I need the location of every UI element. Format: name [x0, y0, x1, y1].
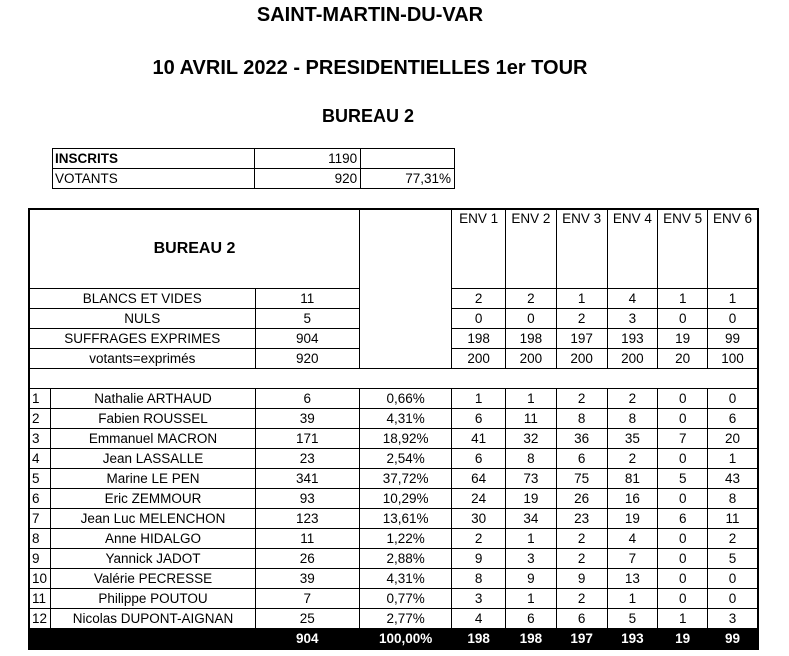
- total-env-6: 99: [708, 629, 758, 650]
- candidate-pct: 1,22%: [359, 529, 451, 549]
- candidate-env-1: 3: [452, 589, 506, 609]
- candidate-env-4: 81: [607, 469, 658, 489]
- candidate-env-5: 0: [658, 489, 708, 509]
- env-header-6: ENV 6: [708, 209, 758, 289]
- candidate-row: [29, 489, 758, 509]
- candidate-env-2: 1: [505, 589, 556, 609]
- candidate-num: 10: [29, 569, 51, 589]
- total-row: [29, 629, 758, 650]
- candidate-env-3: 8: [556, 409, 607, 429]
- env-header-3: ENV 3: [556, 209, 607, 289]
- inscrits-empty: [361, 149, 455, 169]
- candidate-votes: 123: [255, 509, 359, 529]
- candidate-env-3: 2: [556, 589, 607, 609]
- stat-env-1: 0: [452, 309, 506, 329]
- stat-value: 904: [255, 329, 359, 349]
- stat-env-3: 200: [556, 349, 607, 369]
- candidate-name: Nicolas DUPONT-AIGNAN: [51, 609, 255, 629]
- candidate-env-2: 6: [505, 609, 556, 629]
- candidate-votes: 39: [255, 409, 359, 429]
- candidate-row: [29, 529, 758, 549]
- candidate-env-6: 11: [708, 509, 758, 529]
- stat-env-4: 4: [607, 289, 658, 309]
- candidate-env-1: 1: [452, 389, 506, 409]
- candidate-pct: 37,72%: [359, 469, 451, 489]
- stat-env-2: 200: [505, 349, 556, 369]
- stat-env-4: 200: [607, 349, 658, 369]
- candidate-env-4: 5: [607, 609, 658, 629]
- votants-row: [53, 169, 455, 189]
- stat-env-1: 198: [452, 329, 506, 349]
- stat-value: 5: [255, 309, 359, 329]
- candidate-env-2: 34: [505, 509, 556, 529]
- stat-env-5: 1: [658, 289, 708, 309]
- env-header-1: ENV 1: [452, 209, 506, 289]
- candidate-env-6: 8: [708, 489, 758, 509]
- candidate-env-2: 1: [505, 389, 556, 409]
- stat-env-2: 198: [505, 329, 556, 349]
- candidate-env-5: 5: [658, 469, 708, 489]
- stat-env-1: 2: [452, 289, 506, 309]
- candidate-num: 11: [29, 589, 51, 609]
- candidate-name: Yannick JADOT: [51, 549, 255, 569]
- candidate-env-1: 4: [452, 609, 506, 629]
- candidate-env-5: 0: [658, 409, 708, 429]
- stat-env-3: 197: [556, 329, 607, 349]
- stat-env-6: 99: [708, 329, 758, 349]
- candidate-votes: 171: [255, 429, 359, 449]
- stat-env-4: 3: [607, 309, 658, 329]
- stat-value: 11: [255, 289, 359, 309]
- spacer-cell: [29, 369, 758, 389]
- candidate-env-1: 64: [452, 469, 506, 489]
- candidate-env-5: 6: [658, 509, 708, 529]
- spacer-row: [29, 369, 758, 389]
- summary-table: [52, 148, 455, 189]
- stat-env-6: 0: [708, 309, 758, 329]
- candidate-env-3: 23: [556, 509, 607, 529]
- candidate-env-6: 1: [708, 449, 758, 469]
- bureau-label: BUREAU 2: [29, 209, 359, 289]
- inscrits-row: [53, 149, 455, 169]
- total-pct: 100,00%: [359, 629, 451, 650]
- candidate-votes: 39: [255, 569, 359, 589]
- total-label-blank: [29, 629, 255, 650]
- stat-env-3: 2: [556, 309, 607, 329]
- candidate-env-2: 9: [505, 569, 556, 589]
- total-env-4: 193: [607, 629, 658, 650]
- stat-label: SUFFRAGES EXPRIMES: [29, 329, 255, 349]
- candidate-env-5: 0: [658, 589, 708, 609]
- total-env-5: 19: [658, 629, 708, 650]
- candidate-env-4: 2: [607, 389, 658, 409]
- candidate-row: [29, 389, 758, 409]
- candidate-env-4: 2: [607, 449, 658, 469]
- header-row: [29, 209, 758, 289]
- candidate-env-4: 13: [607, 569, 658, 589]
- env-header-2: ENV 2: [505, 209, 556, 289]
- candidate-env-1: 9: [452, 549, 506, 569]
- candidate-num: 1: [29, 389, 51, 409]
- candidate-votes: 26: [255, 549, 359, 569]
- candidate-env-4: 7: [607, 549, 658, 569]
- candidate-pct: 4,31%: [359, 569, 451, 589]
- candidate-env-3: 75: [556, 469, 607, 489]
- candidate-env-3: 6: [556, 449, 607, 469]
- candidate-env-6: 3: [708, 609, 758, 629]
- candidate-row: [29, 609, 758, 629]
- candidate-name: Nathalie ARTHAUD: [51, 389, 255, 409]
- candidate-env-5: 0: [658, 449, 708, 469]
- candidate-env-3: 36: [556, 429, 607, 449]
- candidate-row: [29, 569, 758, 589]
- candidate-name: Eric ZEMMOUR: [51, 489, 255, 509]
- candidate-env-6: 6: [708, 409, 758, 429]
- stat-label: votants=exprimés: [29, 349, 255, 369]
- candidate-pct: 2,88%: [359, 549, 451, 569]
- candidate-name: Fabien ROUSSEL: [51, 409, 255, 429]
- stat-value: 920: [255, 349, 359, 369]
- stat-env-2: 2: [505, 289, 556, 309]
- votants-pct: 77,31%: [361, 169, 455, 189]
- candidate-env-1: 24: [452, 489, 506, 509]
- candidate-env-1: 8: [452, 569, 506, 589]
- candidate-env-5: 1: [658, 609, 708, 629]
- candidate-num: 9: [29, 549, 51, 569]
- candidate-num: 2: [29, 409, 51, 429]
- candidate-env-2: 11: [505, 409, 556, 429]
- election-title: 10 AVRIL 2022 - PRESIDENTIELLES 1er TOUR: [152, 57, 588, 79]
- candidate-row: [29, 549, 758, 569]
- candidate-env-2: 73: [505, 469, 556, 489]
- stat-label: NULS: [29, 309, 255, 329]
- header-pct-blank: [359, 209, 451, 369]
- candidate-env-4: 4: [607, 529, 658, 549]
- candidate-name: Philippe POUTOU: [51, 589, 255, 609]
- candidate-row: [29, 429, 758, 449]
- candidate-env-2: 8: [505, 449, 556, 469]
- commune-title: SAINT-MARTIN-DU-VAR: [256, 4, 484, 26]
- stat-env-1: 200: [452, 349, 506, 369]
- candidate-votes: 11: [255, 529, 359, 549]
- candidate-env-5: 0: [658, 529, 708, 549]
- candidate-name: Emmanuel MACRON: [51, 429, 255, 449]
- candidate-env-6: 5: [708, 549, 758, 569]
- candidate-env-4: 1: [607, 589, 658, 609]
- candidate-env-6: 43: [708, 469, 758, 489]
- candidate-env-4: 19: [607, 509, 658, 529]
- candidate-env-2: 32: [505, 429, 556, 449]
- candidate-pct: 0,66%: [359, 389, 451, 409]
- candidate-num: 7: [29, 509, 51, 529]
- candidate-pct: 18,92%: [359, 429, 451, 449]
- candidate-row: [29, 469, 758, 489]
- candidate-num: 4: [29, 449, 51, 469]
- candidate-num: 12: [29, 609, 51, 629]
- candidate-num: 8: [29, 529, 51, 549]
- stat-env-6: 100: [708, 349, 758, 369]
- stat-env-5: 20: [658, 349, 708, 369]
- candidate-env-3: 26: [556, 489, 607, 509]
- candidate-row: [29, 589, 758, 609]
- total-env-3: 197: [556, 629, 607, 650]
- candidate-num: 3: [29, 429, 51, 449]
- candidate-votes: 7: [255, 589, 359, 609]
- candidate-pct: 13,61%: [359, 509, 451, 529]
- candidate-env-5: 0: [658, 389, 708, 409]
- candidate-pct: 2,77%: [359, 609, 451, 629]
- votants-value: 920: [255, 169, 361, 189]
- candidate-env-6: 0: [708, 389, 758, 409]
- env-header-5: ENV 5: [658, 209, 708, 289]
- candidate-env-6: 0: [708, 569, 758, 589]
- candidate-num: 6: [29, 489, 51, 509]
- candidate-env-2: 3: [505, 549, 556, 569]
- stat-env-6: 1: [708, 289, 758, 309]
- candidate-votes: 23: [255, 449, 359, 469]
- candidate-env-3: 2: [556, 549, 607, 569]
- candidate-env-4: 35: [607, 429, 658, 449]
- candidate-pct: 4,31%: [359, 409, 451, 429]
- total-env-2: 198: [505, 629, 556, 650]
- inscrits-value: 1190: [255, 149, 361, 169]
- candidate-name: Valérie PECRESSE: [51, 569, 255, 589]
- stat-env-4: 193: [607, 329, 658, 349]
- candidate-env-6: 2: [708, 529, 758, 549]
- total-votes: 904: [255, 629, 359, 650]
- stat-env-2: 0: [505, 309, 556, 329]
- stat-label: BLANCS ET VIDES: [29, 289, 255, 309]
- bureau-title: BUREAU 2: [321, 106, 414, 126]
- candidate-row: [29, 449, 758, 469]
- candidate-row: [29, 409, 758, 429]
- candidate-env-6: 20: [708, 429, 758, 449]
- candidate-pct: 0,77%: [359, 589, 451, 609]
- candidate-name: Marine LE PEN: [51, 469, 255, 489]
- candidate-row: [29, 509, 758, 529]
- candidate-env-2: 1: [505, 529, 556, 549]
- candidate-num: 5: [29, 469, 51, 489]
- candidate-env-5: 0: [658, 569, 708, 589]
- candidate-env-1: 2: [452, 529, 506, 549]
- candidate-name: Jean LASSALLE: [51, 449, 255, 469]
- candidate-votes: 93: [255, 489, 359, 509]
- candidate-env-1: 30: [452, 509, 506, 529]
- candidate-votes: 25: [255, 609, 359, 629]
- stat-env-5: 0: [658, 309, 708, 329]
- candidate-env-6: 0: [708, 589, 758, 609]
- total-env-1: 198: [452, 629, 506, 650]
- candidate-env-3: 6: [556, 609, 607, 629]
- candidate-env-3: 2: [556, 389, 607, 409]
- candidate-env-4: 16: [607, 489, 658, 509]
- votants-label: VOTANTS: [53, 169, 255, 189]
- candidate-env-1: 6: [452, 409, 506, 429]
- candidate-name: Anne HIDALGO: [51, 529, 255, 549]
- candidate-env-5: 7: [658, 429, 708, 449]
- stat-env-3: 1: [556, 289, 607, 309]
- candidate-name: Jean Luc MELENCHON: [51, 509, 255, 529]
- candidate-pct: 2,54%: [359, 449, 451, 469]
- inscrits-label: INSCRITS: [53, 149, 255, 169]
- env-header-4: ENV 4: [607, 209, 658, 289]
- candidate-env-3: 9: [556, 569, 607, 589]
- candidate-env-4: 8: [607, 409, 658, 429]
- candidate-env-2: 19: [505, 489, 556, 509]
- stat-env-5: 19: [658, 329, 708, 349]
- candidate-env-1: 41: [452, 429, 506, 449]
- candidate-env-1: 6: [452, 449, 506, 469]
- results-table: [28, 208, 759, 650]
- candidate-pct: 10,29%: [359, 489, 451, 509]
- candidate-votes: 341: [255, 469, 359, 489]
- candidate-env-3: 2: [556, 529, 607, 549]
- candidate-votes: 6: [255, 389, 359, 409]
- candidate-env-5: 0: [658, 549, 708, 569]
